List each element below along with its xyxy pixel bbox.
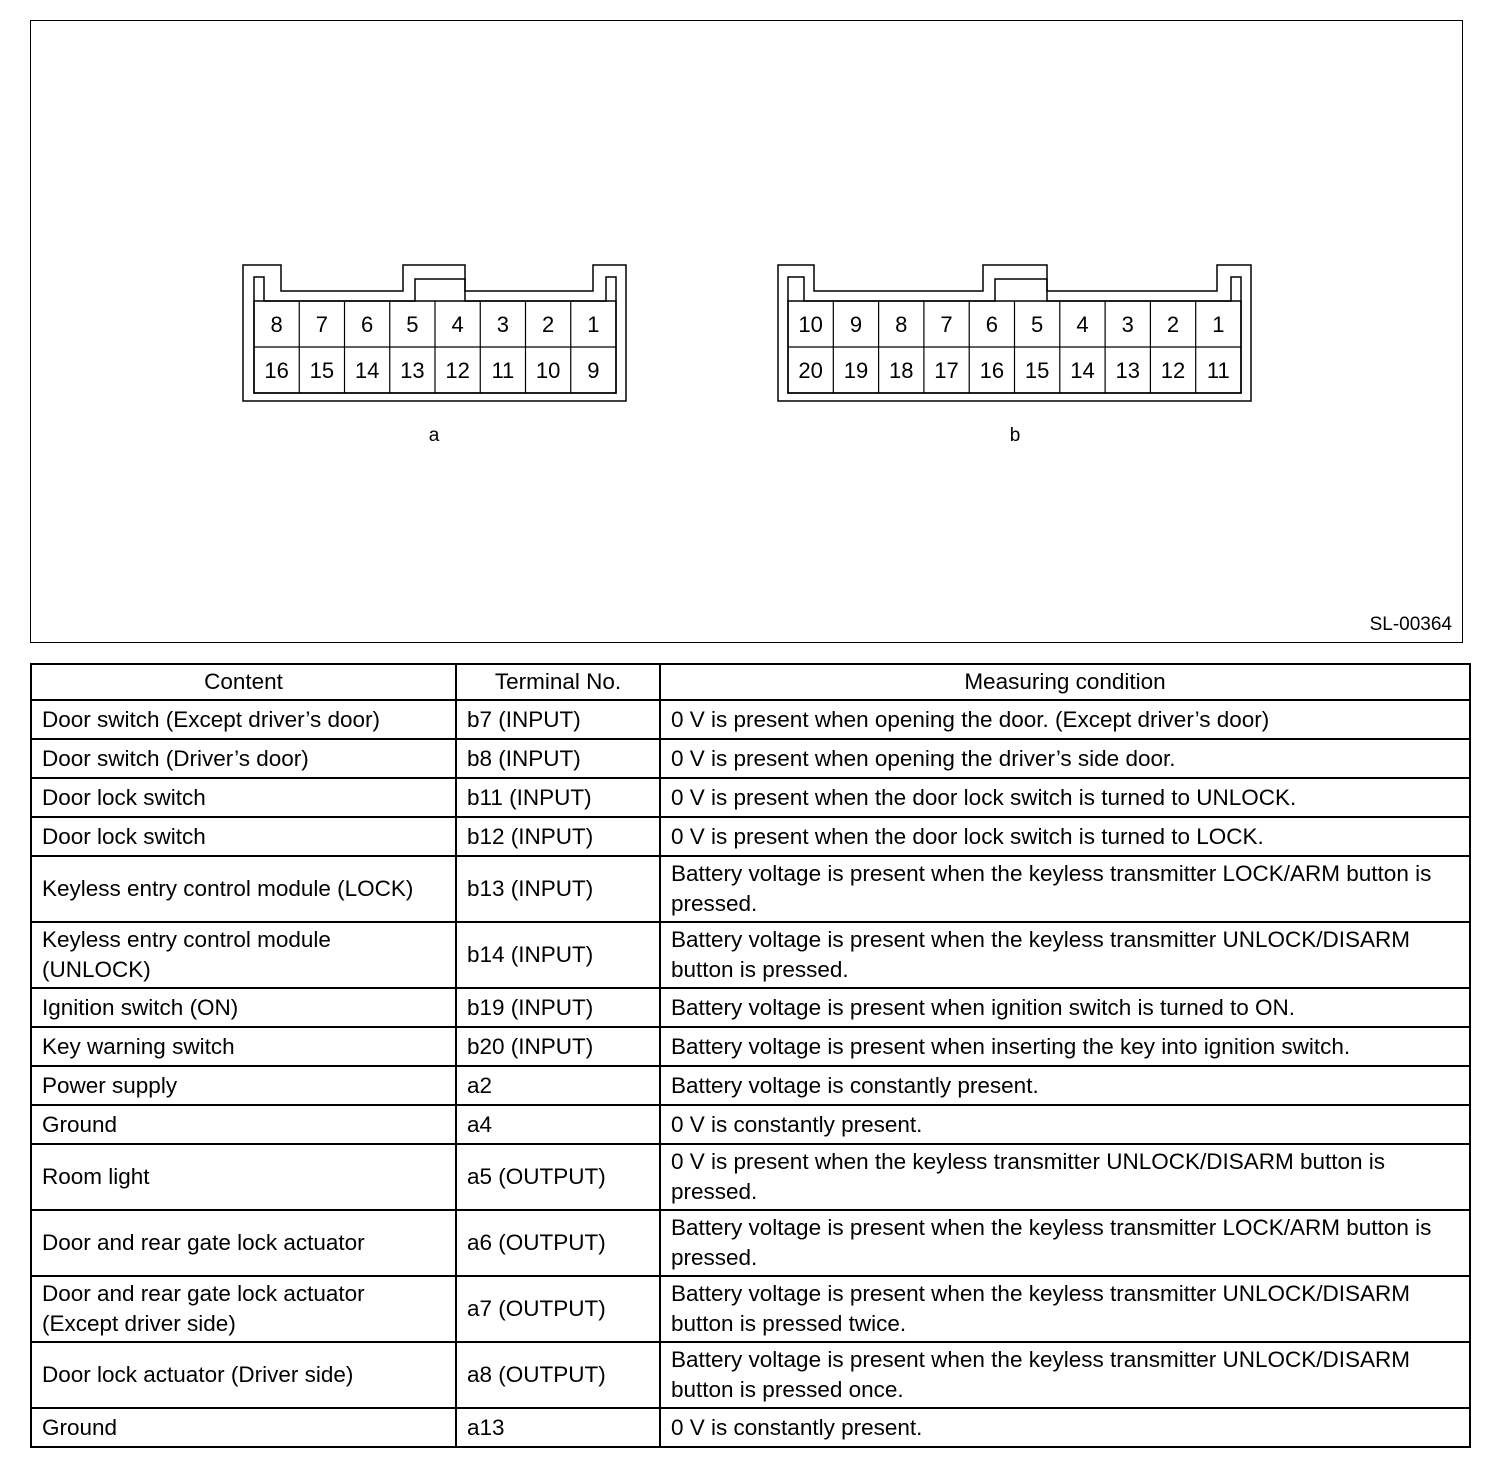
row-condition: 0 V is present when opening the driver’s side door.	[660, 739, 1470, 778]
table-row	[31, 778, 1470, 817]
pin-label: 13	[400, 358, 425, 383]
row-condition: 0 V is present when the keyless transmitter UNLOCK/DISARM button is pressed.	[660, 1144, 1470, 1210]
connector-diagram	[31, 21, 1464, 644]
row-terminal: b19 (INPUT)	[456, 988, 660, 1027]
pin-label: 12	[445, 358, 470, 383]
row-terminal: b14 (INPUT)	[456, 922, 660, 988]
row-content: Door and rear gate lock actuator	[31, 1210, 456, 1276]
table-row	[31, 988, 1470, 1027]
terminal-table	[30, 663, 1471, 1448]
row-content: Ground	[31, 1408, 456, 1447]
pin-label: 8	[895, 312, 908, 337]
pin-label: 3	[1121, 312, 1134, 337]
row-content: Key warning switch	[31, 1027, 456, 1066]
row-terminal: a4	[456, 1105, 660, 1144]
pin-label: 15	[309, 358, 335, 383]
pin-label: 4	[451, 312, 464, 337]
pin-label: 1	[1212, 312, 1225, 337]
row-condition: Battery voltage is present when the keyless transmitter LOCK/ARM button is pressed.	[660, 856, 1470, 922]
table-row	[31, 700, 1470, 739]
pin-label: 10	[535, 358, 561, 383]
pin-label: 17	[934, 358, 959, 383]
header-terminal: Terminal No.	[456, 664, 660, 700]
pin-label: 6	[361, 312, 374, 337]
table-row	[31, 1105, 1470, 1144]
pin-label: 1	[587, 312, 600, 337]
pin-label: 6	[985, 312, 998, 337]
table-row	[31, 1276, 1470, 1342]
connector-a-label: a	[428, 425, 440, 446]
row-terminal: b12 (INPUT)	[456, 817, 660, 856]
pin-label: 19	[843, 358, 869, 383]
pin-label: 2	[1166, 312, 1180, 337]
table-header-row	[31, 664, 1470, 700]
row-content: Ground	[31, 1105, 456, 1144]
table-row	[31, 1342, 1470, 1408]
row-condition: 0 V is present when the door lock switch is turned to LOCK.	[660, 817, 1470, 856]
pin-label: 2	[542, 312, 555, 337]
pin-label: 11	[491, 358, 515, 383]
connector-figure	[30, 20, 1463, 643]
row-condition: Battery voltage is present when the keyless transmitter LOCK/ARM button is pressed.	[660, 1210, 1470, 1276]
pin-label: 12	[1160, 358, 1186, 383]
pin-label: 5	[1031, 312, 1044, 337]
row-content: Keyless entry control module (LOCK)	[31, 856, 456, 922]
pin-label: 18	[889, 358, 914, 383]
header-condition: Measuring condition	[660, 664, 1470, 700]
pin-label: 14	[1070, 358, 1095, 383]
row-terminal: a13	[456, 1408, 660, 1447]
row-condition: Battery voltage is constantly present.	[660, 1066, 1470, 1105]
pin-label: 15	[1024, 358, 1050, 383]
table-row	[31, 817, 1470, 856]
table-row	[31, 1144, 1470, 1210]
row-terminal: a6 (OUTPUT)	[456, 1210, 660, 1276]
table-row	[31, 1408, 1470, 1447]
pin-label: 9	[849, 312, 863, 337]
header-content: Content	[31, 664, 456, 700]
row-condition: 0 V is present when opening the door. (Except driver’s door)	[660, 700, 1470, 739]
row-content: Door switch (Driver’s door)	[31, 739, 456, 778]
row-terminal: a7 (OUTPUT)	[456, 1276, 660, 1342]
row-content: Door and rear gate lock actuator (Except driver side)	[31, 1276, 456, 1342]
pin-label: 9	[587, 358, 600, 383]
table-row	[31, 1027, 1470, 1066]
table-row	[31, 1066, 1470, 1105]
row-content: Keyless entry control module (UNLOCK)	[31, 922, 456, 988]
row-condition: 0 V is constantly present.	[660, 1105, 1470, 1144]
row-terminal: a5 (OUTPUT)	[456, 1144, 660, 1210]
pin-label: 16	[979, 358, 1005, 383]
pin-label: 16	[264, 358, 289, 383]
connector-a-pins	[254, 301, 616, 393]
pin-label: 5	[406, 312, 419, 337]
figure-code: SL-00364	[1369, 614, 1452, 635]
row-terminal: a8 (OUTPUT)	[456, 1342, 660, 1408]
row-content: Ignition switch (ON)	[31, 988, 456, 1027]
row-condition: Battery voltage is present when the keyless transmitter UNLOCK/DISARM button is pressed.	[660, 922, 1470, 988]
pin-label: 7	[940, 312, 953, 337]
row-condition: 0 V is constantly present.	[660, 1408, 1470, 1447]
row-condition: Battery voltage is present when inserting the key into ignition switch.	[660, 1027, 1470, 1066]
pin-label: 10	[798, 312, 823, 337]
row-content: Door lock switch	[31, 817, 456, 856]
row-terminal: b7 (INPUT)	[456, 700, 660, 739]
row-condition: Battery voltage is present when the keyless transmitter UNLOCK/DISARM button is pressed twice.	[660, 1276, 1470, 1342]
row-condition: Battery voltage is present when the keyless transmitter UNLOCK/DISARM button is pressed once.	[660, 1342, 1470, 1408]
connector-b-label: b	[1009, 425, 1021, 446]
pin-label: 13	[1115, 358, 1140, 383]
row-content: Power supply	[31, 1066, 456, 1105]
pin-label: 20	[798, 358, 823, 383]
connector-b-pins	[788, 301, 1241, 393]
row-terminal: a2	[456, 1066, 660, 1105]
row-terminal: b11 (INPUT)	[456, 778, 660, 817]
pin-label: 11	[1206, 358, 1230, 383]
row-content: Door lock actuator (Driver side)	[31, 1342, 456, 1408]
pin-label: 14	[354, 358, 380, 383]
row-terminal: b13 (INPUT)	[456, 856, 660, 922]
row-condition: 0 V is present when the door lock switch is turned to UNLOCK.	[660, 778, 1470, 817]
table-row	[31, 856, 1470, 922]
pin-label: 8	[270, 312, 283, 337]
table-row	[31, 1210, 1470, 1276]
row-content: Door switch (Except driver’s door)	[31, 700, 456, 739]
row-content: Room light	[31, 1144, 456, 1210]
row-content: Door lock switch	[31, 778, 456, 817]
table-row	[31, 739, 1470, 778]
row-condition: Battery voltage is present when ignition switch is turned to ON.	[660, 988, 1470, 1027]
table-row	[31, 922, 1470, 988]
row-terminal: b20 (INPUT)	[456, 1027, 660, 1066]
pin-label: 3	[496, 312, 509, 337]
row-terminal: b8 (INPUT)	[456, 739, 660, 778]
pin-label: 7	[315, 312, 328, 337]
pin-label: 4	[1076, 312, 1089, 337]
